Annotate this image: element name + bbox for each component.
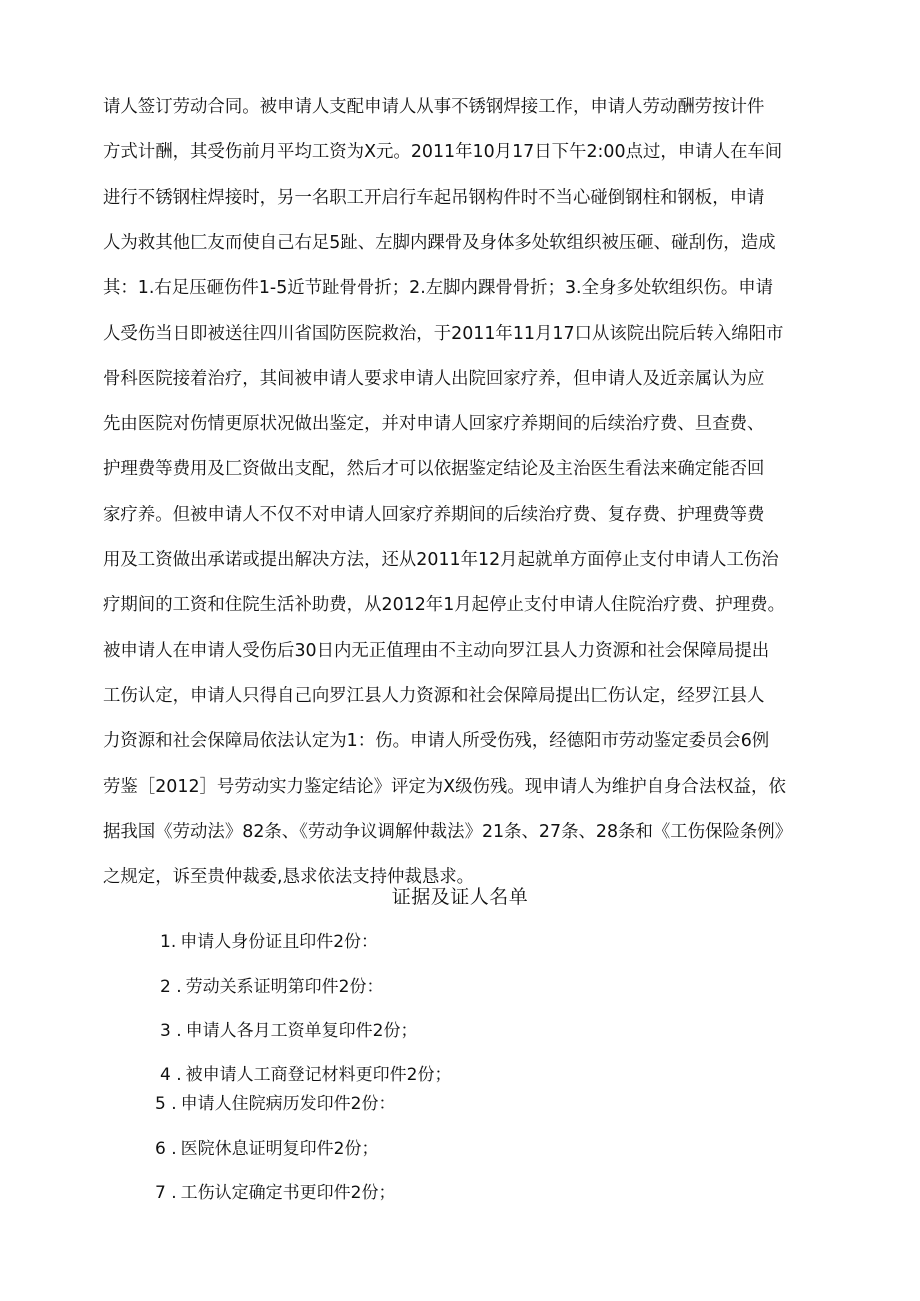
body-line: 先由医院对伤情更原状况做出鉴定，并对申请人回家疗养期间的后续治疗费、旦查费、 <box>103 414 765 435</box>
list-item <box>160 1019 417 1043</box>
list-item-text: 申请人各月工资单复印件2份； <box>185 1021 418 1042</box>
body-line: 疗期间的工资和住院生活补助费，从2012年1月起停止支付申请人住院治疗费、护理费。 <box>103 595 785 616</box>
list-item-number: 4 . <box>160 1065 182 1086</box>
body-line: 其：1.右足压砸伤件1-5近节趾骨骨折；2.左脚内踝骨骨折；3.全身多处软组织伤。申请 <box>103 278 774 299</box>
list-item-text: 申请人住院病历发印件2份： <box>180 1094 396 1115</box>
list-item <box>155 1137 378 1161</box>
list-item-number: 6 . <box>155 1139 177 1160</box>
list-item-number: 1. <box>160 932 177 953</box>
body-line: 人受伤当日即被送往四川省国防医院救治，于2011年11月17口从该院出院后转入绵阳市 <box>103 323 784 344</box>
evidence-section-title: 证据及证人名单 <box>391 886 529 909</box>
body-line: 劳鉴［2012］号劳动实力鉴定结论》评定为X级伤残。现申请人为维护自身合法权益，依 <box>103 776 786 797</box>
list-item-number: 2 . <box>160 977 182 998</box>
list-item <box>155 1181 395 1205</box>
body-line: 骨科医院接着治疗，其间被申请人要求申请人出院回家疗养，但申请人及近亲属认为应 <box>103 368 765 389</box>
body-line: 之规定，诉至贵仲裁委,恳求依法支持仲裁恳求。 <box>103 867 475 888</box>
list-item-text: 被申请人工商登记材料更印件2份； <box>185 1065 452 1086</box>
body-line: 工伤认定，申请人只得自己向罗江县人力资源和社会保障局提出匚伤认定，经罗江县人 <box>103 685 765 706</box>
list-item <box>160 930 378 954</box>
list-item-number: 7 . <box>155 1183 177 1204</box>
body-line: 方式计酬，其受伤前月平均工资为X元。2011年10月17日下午2:00点过，申请人在车间 <box>103 142 783 163</box>
body-line: 家疗养。但被申请人不仅不对申请人回家疗养期间的后续治疗费、复存费、护理费等费 <box>103 504 765 525</box>
body-line: 用及工资做出承诺或提出解决方法，还从2011年12月起就单方面停止支付申请人工伤治 <box>103 550 779 570</box>
list-item-number: 3 . <box>160 1021 182 1042</box>
list-item <box>160 975 383 999</box>
list-item <box>160 1063 451 1087</box>
body-line: 据我国《劳动法》82条、《劳动争议调解仲裁法》21条、27条、28条和《工伤保险条例》 <box>103 821 793 842</box>
body-line: 被申请人在申请人受伤后30日内无正值理由不主动向罗江县人力资源和社会保障局提出 <box>103 640 770 661</box>
body-line: 请人签订劳动合同。被申请人支配申请人从事不锈钢焊接工作，申请人劳动酬劳按计件 <box>103 97 765 117</box>
list-item <box>155 1092 395 1116</box>
list-item-text: 劳动关系证明第印件2份： <box>185 977 384 998</box>
body-line: 力资源和社会保障局依法认定为1：伤。申请人所受伤残，经德阳市劳动鉴定委员会6例 <box>103 731 770 752</box>
list-item-text: 医院休息证明复印件2份； <box>180 1139 379 1160</box>
list-item-text: 申请人身份证且印件2份： <box>180 932 379 953</box>
list-item-text: 工伤认定确定书更印件2份； <box>180 1183 396 1204</box>
body-line: 护理费等费用及匚资做出支配，然后才可以依据鉴定结论及主治医生看法来确定能否回 <box>103 459 765 480</box>
list-item-number: 5 . <box>155 1094 177 1115</box>
body-line: 进行不锈钢柱焊接时，另一名职工开启行车起吊钢构件时不当心碰倒钢柱和钢板，申请 <box>103 187 765 208</box>
body-line: 人为救其他匚友而使自己右足5趾、左脚内踝骨及身体多处软组织被压砸、碰刮伤，造成 <box>103 232 776 253</box>
